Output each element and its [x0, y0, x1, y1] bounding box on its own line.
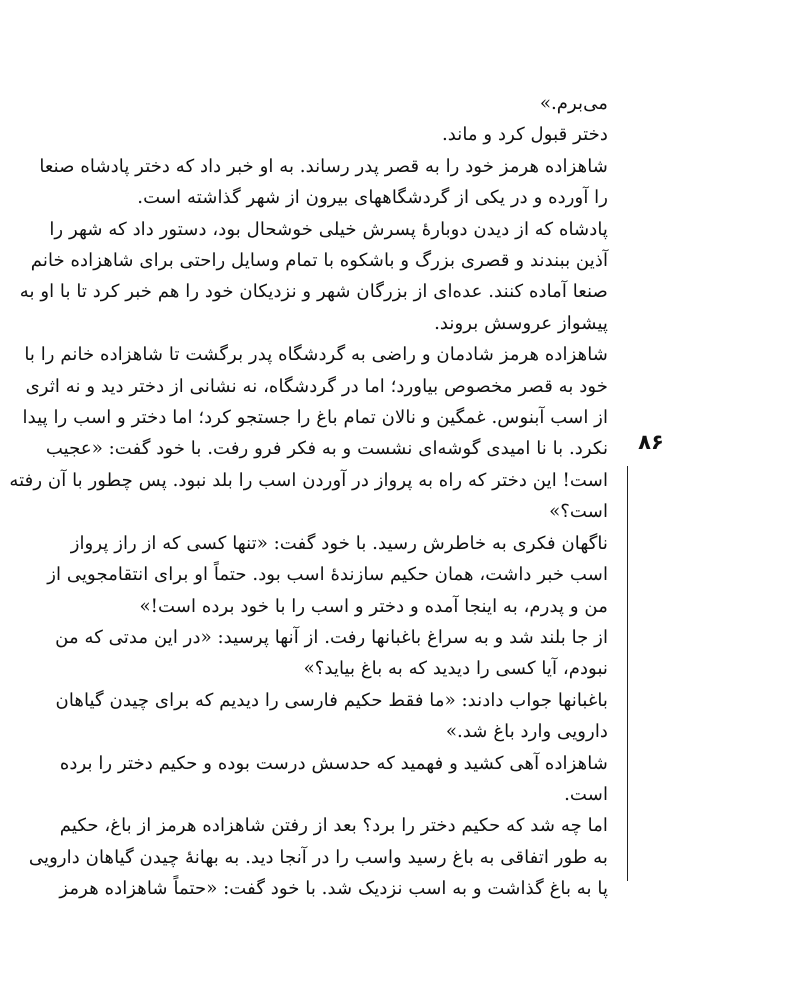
text-line: پادشاه که از دیدن دوبارهٔ پسرش خیلی خوشحال بود، دستور داد که شهر را	[49, 218, 608, 240]
text-line: خود به قصر مخصوص بیاورد؛ اما در گردشگاه، نه نشانی از دختر دید و نه اثری	[25, 375, 608, 397]
text-line: اسب خبر داشت، همان حکیم سازندهٔ اسب بود. حتماً او برای انتقامجویی از	[47, 564, 608, 586]
text-line: از اسب آبنوس. غمگین و نالان تمام باغ را جستجو کرد؛ اما دختر و اسب را پیدا	[22, 407, 608, 429]
body-text	[9, 88, 608, 905]
text-line: را آورده و در یکی از گردشگاههای بیرون از شهر گذاشته است.	[137, 187, 608, 209]
text-line: نکرد. با نا امیدی گوشه‌ای نشست و به فکر فرو رفت. با خود گفت: «عجیب	[45, 438, 608, 460]
text-line: به طور اتفاقی به باغ رسید واسب را در آنجا دید. به بهانهٔ چیدن گیاهان دارویی	[28, 846, 608, 868]
text-line: آذین ببندند و قصری بزرگ و باشکوه با تمام وسایل راحتی برای شاهزاده خانم	[30, 250, 608, 272]
margin-rule	[627, 466, 628, 881]
text-line: ناگهان فکری به خاطرش رسید. با خود گفت: «تنها کسی که از راز پرواز	[70, 532, 608, 554]
text-line: دارویی وارد باغ شد.»	[445, 721, 608, 743]
text-line: من و پدرم، به اینجا آمده و دختر و اسب را با خود برده است!»	[139, 595, 608, 617]
text-line: پا به باغ گذاشت و به اسب نزدیک شد. با خود گفت: «حتماً شاهزاده هرمز	[59, 878, 608, 900]
text-line: دختر قبول کرد و ماند.	[441, 124, 608, 146]
text-line: باغبانها جواب دادند: «ما فقط حکیم فارسی را دیدیم که برای چیدن گیاهان	[55, 689, 608, 711]
text-line: است؟»	[549, 501, 608, 523]
text-line: نبودم، آیا کسی را دیدید که به باغ بیاید؟»	[303, 658, 608, 680]
text-line: شاهزاده هرمز خود را به قصر پدر رساند. به او خبر داد که دختر پادشاه صنعا	[39, 155, 608, 177]
text-line: صنعا آماده کنند. عده‌ای از بزرگان شهر و نزدیکان خود را هم خبر کرد تا با او به	[19, 281, 608, 303]
text-line: است.	[564, 783, 608, 805]
text-line: از جا بلند شد و به سراغ باغبانها رفت. از آنها پرسید: «در این مدتی که من	[55, 626, 608, 648]
text-line: شاهزاده آهی کشید و فهمید که حدسش درست بوده و حکیم دختر را برده	[59, 752, 608, 774]
text-line: اما چه شد که حکیم دختر را برد؟ بعد از رفتن شاهزاده هرمز از باغ، حکیم	[59, 815, 608, 837]
text-line: شاهزاده هرمز شادمان و راضی به گردشگاه پدر برگشت تا شاهزاده خانم را با	[24, 344, 608, 366]
text-line: می‌برم.»	[539, 93, 608, 114]
text-line: پیشواز عروسش بروند.	[434, 312, 608, 334]
page-number: ۸۶	[638, 430, 664, 454]
text-line: است! این دختر که راه به پرواز در آوردن اسب را بلد نبود. پس چطور با آن رفته	[9, 469, 608, 491]
